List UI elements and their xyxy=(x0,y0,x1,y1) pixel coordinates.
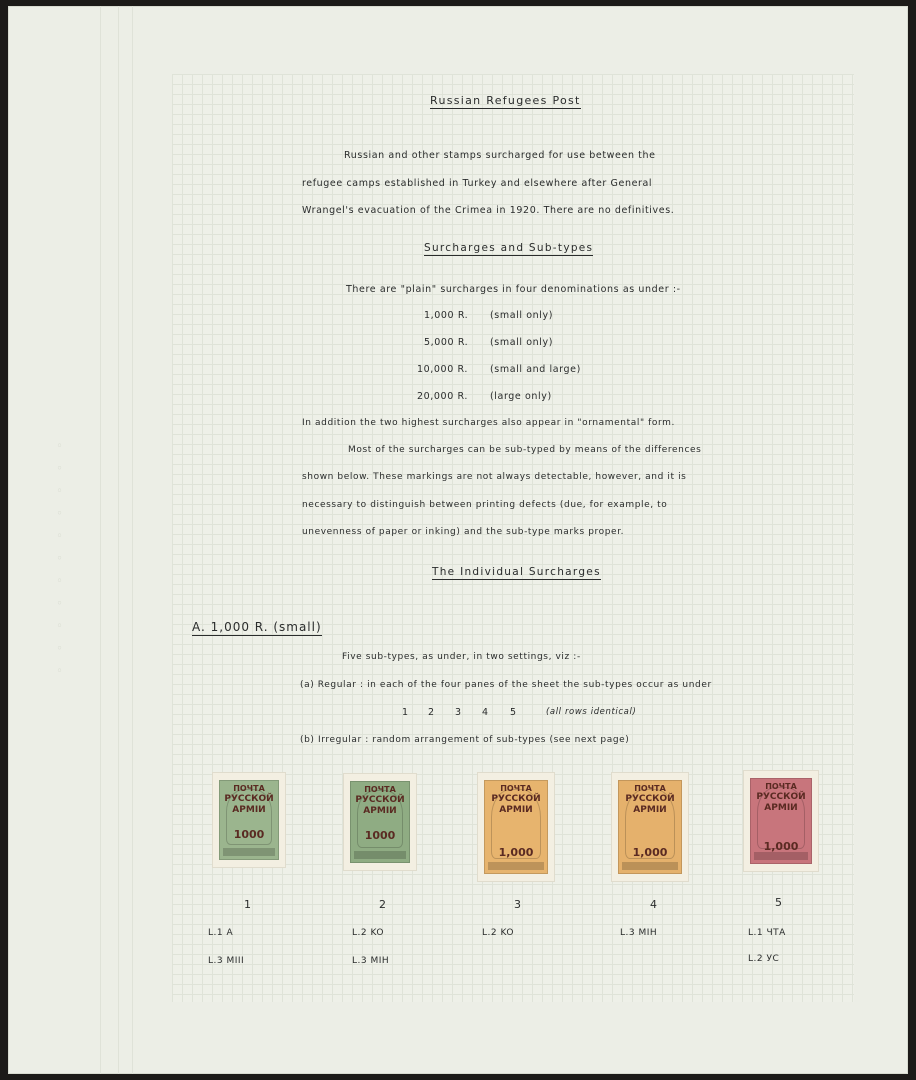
overprint-line: РУССКОЙ xyxy=(625,794,675,804)
overprint-line: ПОЧТА xyxy=(500,784,532,793)
sequence-item: 3 xyxy=(455,707,462,718)
body-line-3: shown below. These markings are not always detectable, however, and it is xyxy=(302,472,687,482)
overprint-line: РУССКОЙ xyxy=(756,792,806,802)
intro-line-3: Wrangel's evacuation of the Crimea in 1920. There are no definitives. xyxy=(302,205,675,216)
denomination-note: (large only) xyxy=(490,391,552,402)
body-line-5: unevenness of paper or inking) and the sub-type marks proper. xyxy=(302,527,625,537)
stamp-number: 2 xyxy=(379,898,387,911)
sequence-note: (all rows identical) xyxy=(546,707,637,717)
regular-setting: (a) Regular : in each of the four panes of the sheet the sub-types occur as under xyxy=(300,680,712,690)
denomination-value: 10,000 R. xyxy=(417,364,468,375)
overprint-value: 1000 xyxy=(364,829,396,842)
overprint-line: ПОЧТА xyxy=(364,785,396,794)
page-title: Russian Refugees Post xyxy=(430,94,581,107)
overprint-value: 1,000 xyxy=(632,846,668,859)
overprint-line: АРМIИ xyxy=(499,805,533,815)
overprint-line: ПОЧТА xyxy=(765,782,797,791)
denomination-note: (small only) xyxy=(490,310,554,321)
sequence-item: 4 xyxy=(482,707,489,718)
denomination-value: 20,000 R. xyxy=(417,391,468,402)
irregular-setting: (b) Irregular : random arrangement of sub-types (see next page) xyxy=(300,735,630,745)
stamp-5 xyxy=(744,771,818,871)
overprint-value: 1000 xyxy=(233,828,265,841)
section-a-intro: Five sub-types, as under, in two settings, viz :- xyxy=(342,652,581,662)
stamp-2 xyxy=(344,774,416,870)
sequence-item: 5 xyxy=(510,707,517,718)
subtype-mark: L.2 KO xyxy=(352,928,384,938)
plain-surcharges-intro: There are "plain" surcharges in four denominations as under :- xyxy=(346,284,681,295)
overprint-line: АРМIИ xyxy=(633,805,667,815)
stamp-4 xyxy=(612,773,688,881)
spine-rule xyxy=(132,6,133,1074)
overprint-line: ПОЧТА xyxy=(233,784,265,793)
overprint-line: РУССКОЙ xyxy=(355,795,405,805)
subtype-mark: L.3 MIII xyxy=(208,956,245,966)
denomination-value: 5,000 R. xyxy=(424,337,469,348)
intro-line-1: Russian and other stamps surcharged for use between the xyxy=(344,150,656,161)
section-a-title: A. 1,000 R. (small) xyxy=(192,620,322,634)
overprint-line: АРМIИ xyxy=(232,805,266,815)
stamp-number: 5 xyxy=(775,896,783,909)
overprint-value: 1,000 xyxy=(763,840,799,853)
subtype-mark: L.2 УС xyxy=(748,954,780,964)
stamp-number: 4 xyxy=(650,898,658,911)
overprint-line: РУССКОЙ xyxy=(491,794,541,804)
body-line-1: In addition the two highest surcharges also appear in "ornamental" form. xyxy=(302,418,675,428)
denomination-value: 1,000 R. xyxy=(424,310,469,321)
intro-line-2: refugee camps established in Turkey and elsewhere after General xyxy=(302,178,653,189)
stamp-1 xyxy=(213,773,285,867)
denomination-note: (small only) xyxy=(490,337,554,348)
sequence-item: 1 xyxy=(402,707,409,718)
overprint-line: РУССКОЙ xyxy=(224,794,274,804)
denomination-note: (small and large) xyxy=(490,364,581,375)
subtype-mark: L.3 MIH xyxy=(352,956,390,966)
stamp-3 xyxy=(478,773,554,881)
subtype-mark: L.1 ЧТА xyxy=(748,928,786,938)
overprint-line: АРМIИ xyxy=(363,806,397,816)
album-imprint-watermark: ◦ ◦ ◦ ◦ ◦ ◦ ◦ ◦ ◦ ◦ ◦ xyxy=(53,435,66,677)
body-line-4: necessary to distinguish between printing defects (due, for example, to xyxy=(302,500,668,510)
spine-rule xyxy=(118,6,119,1074)
overprint-line: АРМIИ xyxy=(764,803,798,813)
individual-surcharges-heading: The Individual Surcharges xyxy=(432,566,601,578)
stamp-number: 1 xyxy=(244,898,252,911)
subtype-mark: L.1 A xyxy=(208,928,234,938)
overprint-value: 1,000 xyxy=(498,846,534,859)
subtype-mark: L.2 KO xyxy=(482,928,514,938)
stamp-number: 3 xyxy=(514,898,522,911)
overprint-line: ПОЧТА xyxy=(634,784,666,793)
subtype-mark: L.3 MIH xyxy=(620,928,658,938)
sequence-item: 2 xyxy=(428,707,435,718)
surcharges-heading: Surcharges and Sub-types xyxy=(424,242,594,254)
body-line-2: Most of the surcharges can be sub-typed by means of the differences xyxy=(348,445,702,455)
